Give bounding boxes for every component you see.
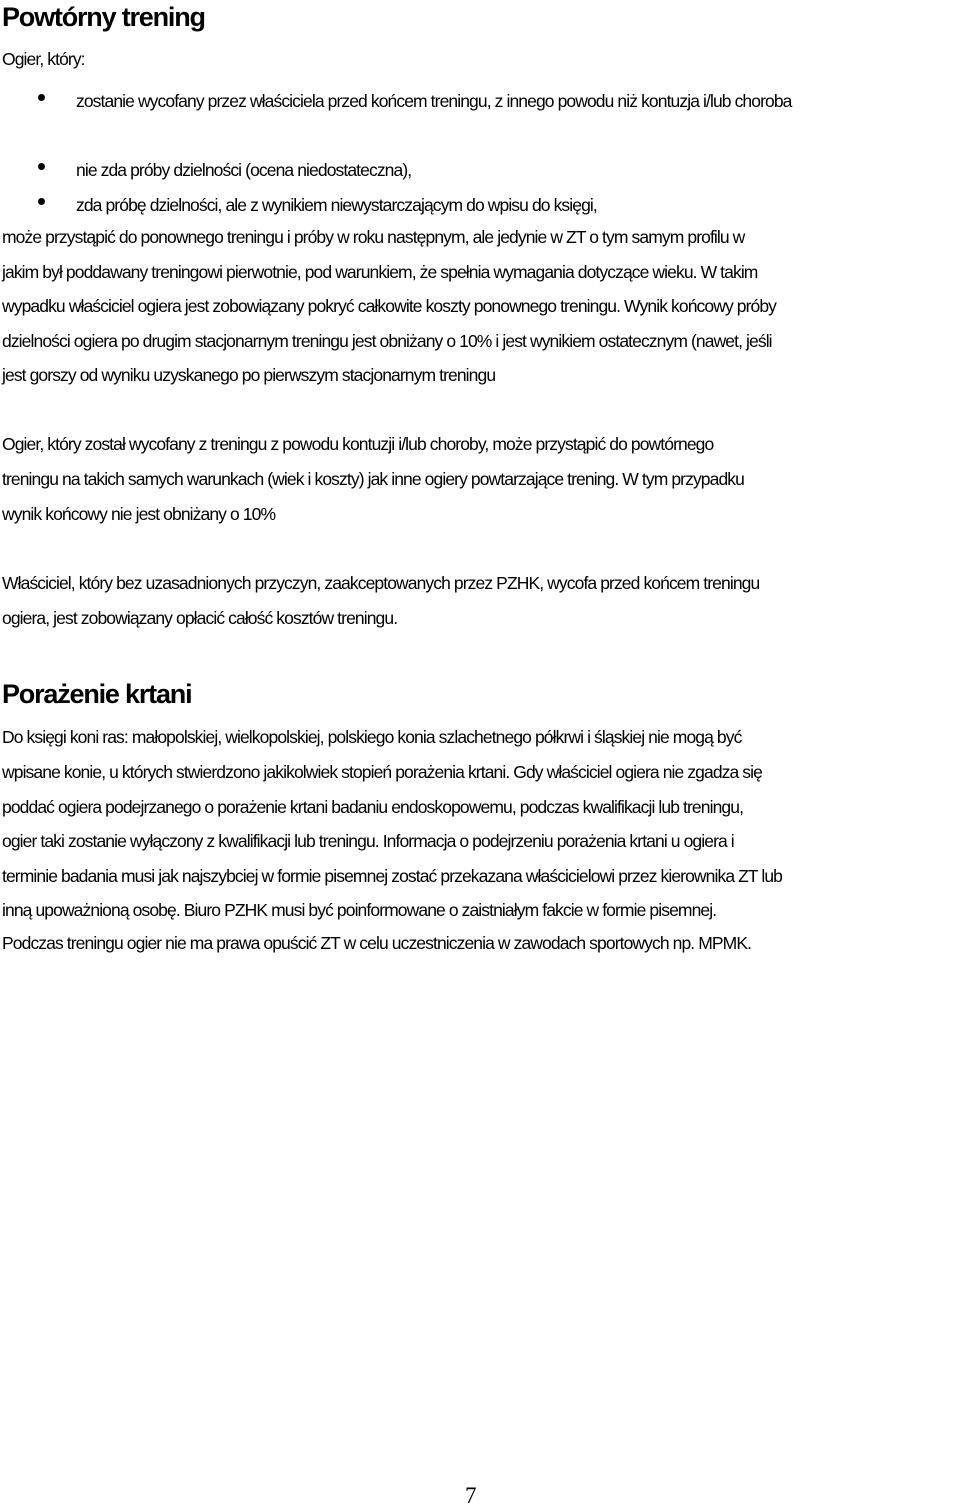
paragraph-line: treningu na takich samych warunkach (wiek i koszty) jak inne ogiery powtarzające trening. W tym przypadku bbox=[2, 469, 744, 489]
paragraph-line: terminie badania musi jak najszybciej w formie pisemnej zostać przekazana właścicielowi przez kierownika ZT lub bbox=[2, 866, 782, 886]
paragraph-line: wypadku właściciel ogiera jest zobowiązany pokryć całkowite koszty ponownego treningu. Wynik końcowy próby bbox=[2, 296, 777, 316]
bullet-text: nie zda próby dzielności (ocena niedostateczna), bbox=[76, 160, 412, 180]
bullet-text: zostanie wycofany przez właściciela przed końcem treningu, z innego powodu niż kontuzja i/lub choroba bbox=[76, 91, 792, 111]
paragraph-line: może przystąpić do ponownego treningu i próby w roku następnym, ale jedynie w ZT o tym samym profilu w bbox=[2, 227, 745, 247]
bullet-list-item bbox=[0, 84, 960, 148]
paragraph-line: Właściciel, który bez uzasadnionych przyczyn, zaakceptowanych przez PZHK, wycofa przed końcem treningu bbox=[2, 573, 760, 593]
paragraph-line: wpisane konie, u których stwierdzono jakikolwiek stopień porażenia krtani. Gdy właściciel ogiera nie zgadza się bbox=[2, 762, 762, 782]
section-title-porazenie-krtani: Porażenie krtani bbox=[2, 679, 192, 709]
bullet-icon bbox=[38, 198, 45, 205]
bullet-icon bbox=[38, 163, 45, 170]
paragraph-line: wynik końcowy nie jest obniżany o 10% bbox=[2, 504, 276, 524]
paragraph-line: Do księgi koni ras: małopolskiej, wielkopolskiej, polskiego konia szlachetnego półkrwi i śląskiej nie mogą być bbox=[2, 727, 742, 747]
intro-text: Ogier, który: bbox=[2, 49, 85, 69]
paragraph-line: inną upoważnioną osobę. Biuro PZHK musi być poinformowane o zaistniałym fakcie w formie pisemnej. bbox=[2, 900, 717, 920]
paragraph-line: poddać ogiera podejrzanego o porażenie krtani badaniu endoskopowemu, podczas kwalifikacji lub treningu, bbox=[2, 797, 744, 817]
bullet-icon bbox=[38, 94, 45, 101]
paragraph-line: dzielności ogiera po drugim stacjonarnym treningu jest obniżany o 10% i jest wynikiem ostatecznym (nawet, jeśli bbox=[2, 331, 772, 351]
section-title-powtorny-trening: Powtórny trening bbox=[2, 2, 205, 32]
paragraph-line: ogier taki zostanie wyłączony z kwalifikacji lub treningu. Informacja o podejrzeniu porażenia krtani u ogiera i bbox=[2, 831, 734, 851]
paragraph-line: ogiera, jest zobowiązany opłacić całość kosztów treningu. bbox=[2, 608, 398, 628]
paragraph-line: Ogier, który został wycofany z treningu z powodu kontuzji i/lub choroby, może przystąpić do powtórnego bbox=[2, 434, 714, 454]
paragraph-line: Podczas treningu ogier nie ma prawa opuścić ZT w celu uczestniczenia w zawodach sportowych np. MPMK. bbox=[2, 933, 752, 953]
paragraph-line: jest gorszy od wyniku uzyskanego po pierwszym stacjonarnym treningu bbox=[2, 365, 496, 385]
paragraph-line: jakim był poddawany treningowi pierwotnie, pod warunkiem, że spełnia wymagania dotyczące wieku. W takim bbox=[2, 262, 758, 282]
page-number: 7 bbox=[465, 1483, 477, 1508]
bullet-text: zda próbę dzielności, ale z wynikiem niewystarczającym do wpisu do księgi, bbox=[76, 195, 597, 215]
